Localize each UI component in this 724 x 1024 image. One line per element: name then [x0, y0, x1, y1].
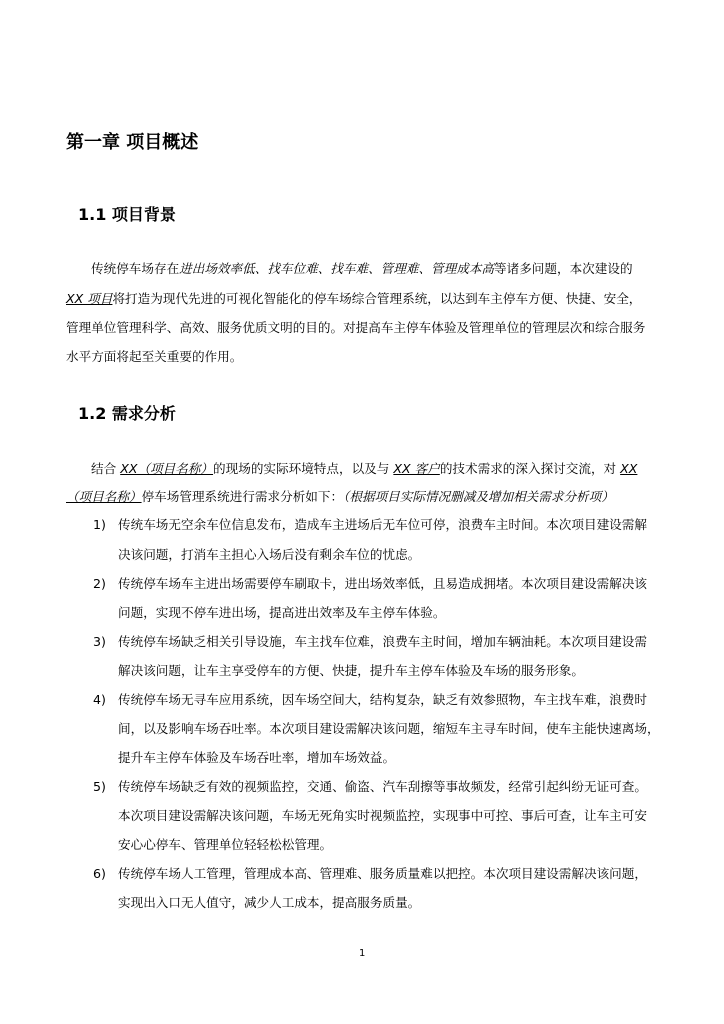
page-number: 1 [359, 948, 366, 959]
underlined-text-run: XX 客户 [393, 461, 440, 476]
list-number: 1) [93, 517, 106, 532]
underlined-text-run: （项目名称） [66, 489, 142, 504]
list-number: 6) [93, 866, 106, 881]
list-item-line: 安心心停车、管理单位轻轻松松管理。 [118, 837, 333, 852]
list-item-line: 传统停车场无寻车应用系统，因车场空间大，结构复杂，缺乏有效参照物，车主找车难，浪费时 [118, 692, 647, 707]
list-item-line: 传统停车场缺乏有效的视频监控，交通、偷盗、汽车刮擦等事故频发，经常引起纠纷无证可查。 [118, 779, 647, 794]
section-title-background: 1.1 项目背景 [78, 205, 176, 224]
italic-text-run: 进出场效率低、找车位难、找车难、管理难、管理成本高 [179, 261, 494, 276]
list-item-line: 间，以及影响车场吞吐率。本次项目建设需解决该问题，缩短车主寻车时间，使车主能快速离场， [118, 721, 660, 736]
list-item-line: 传统停车场人工管理，管理成本高、管理难、服务质量难以把控。本次项目建设需解决该问题， [118, 866, 647, 881]
paragraph-line: 水平方面将起至关重要的作用。 [66, 349, 243, 364]
text-run: 的现场的实际环境特点，以及与 [213, 461, 394, 476]
underlined-text-run: XX [620, 461, 638, 476]
text-run: 传统停车场存在 [91, 261, 180, 276]
list-item-line: 传统停车场车主进出场需要停车刷取卡，进出场效率低，且易造成拥堵。本次项目建设需解决该 [118, 576, 647, 591]
list-number: 4) [93, 692, 106, 707]
list-item-line: 传统车场无空余车位信息发布，造成车主进场后无车位可停，浪费车主时间。本次项目建设需解 [118, 517, 647, 532]
list-item-line: 问题，实现不停车进出场，提高进出效率及车主停车体验。 [118, 605, 446, 620]
list-item-line: 解决该问题，让车主享受停车的方便、快捷，提升车主停车体验及车场的服务形象。 [118, 663, 584, 678]
list-item-line: 决该问题，打消车主担心入场后没有剩余车位的忧虑。 [118, 547, 421, 562]
list-item-line: 传统停车场缺乏相关引导设施，车主找车位难，浪费车主时间，增加车辆油耗。本次项目建设需 [118, 634, 647, 649]
text-run: 停车场管理系统进行需求分析如下： [141, 489, 344, 504]
underlined-text-run: XX（项目名称） [120, 461, 214, 476]
paragraph-line [91, 459, 637, 479]
list-number: 5) [93, 779, 106, 794]
paragraph-line: 管理单位管理科学、高效、服务优质文明的目的。对提高车主停车体验及管理单位的管理层次和综合服务 [66, 320, 646, 335]
list-item-line: 提升车主停车体验及车场吞吐率，增加车场效益。 [118, 750, 396, 765]
text-run: 等诸多问题，本次建设的 [494, 261, 633, 276]
list-number: 3) [93, 634, 106, 649]
section-title-requirements: 1.2 需求分析 [78, 404, 176, 423]
chapter-title: 第一章 项目概述 [66, 132, 199, 153]
paragraph-line [91, 259, 633, 279]
text-run: 的技术需求的深入探讨交流，对 [439, 461, 621, 476]
list-item-line: 实现出入口无人值守，减少人工成本，提高服务质量。 [118, 895, 421, 910]
paragraph-line [66, 289, 641, 309]
underlined-text-run: XX 项目 [66, 291, 113, 306]
text-run: 将打造为现代先进的可视化智能化的停车场综合管理系统，以达到车主停车方便、快捷、安全， [112, 291, 642, 306]
list-item-line: 本次项目建设需解决该问题，车场无死角实时视频监控，实现事中可控、事后可查，让车主可安 [118, 808, 647, 823]
text-run: 结合 [91, 461, 121, 476]
list-number: 2) [93, 576, 106, 591]
paragraph-line [66, 487, 614, 507]
italic-text-run: （根据项目实际情况删减及增加相关需求分析项） [343, 489, 614, 504]
